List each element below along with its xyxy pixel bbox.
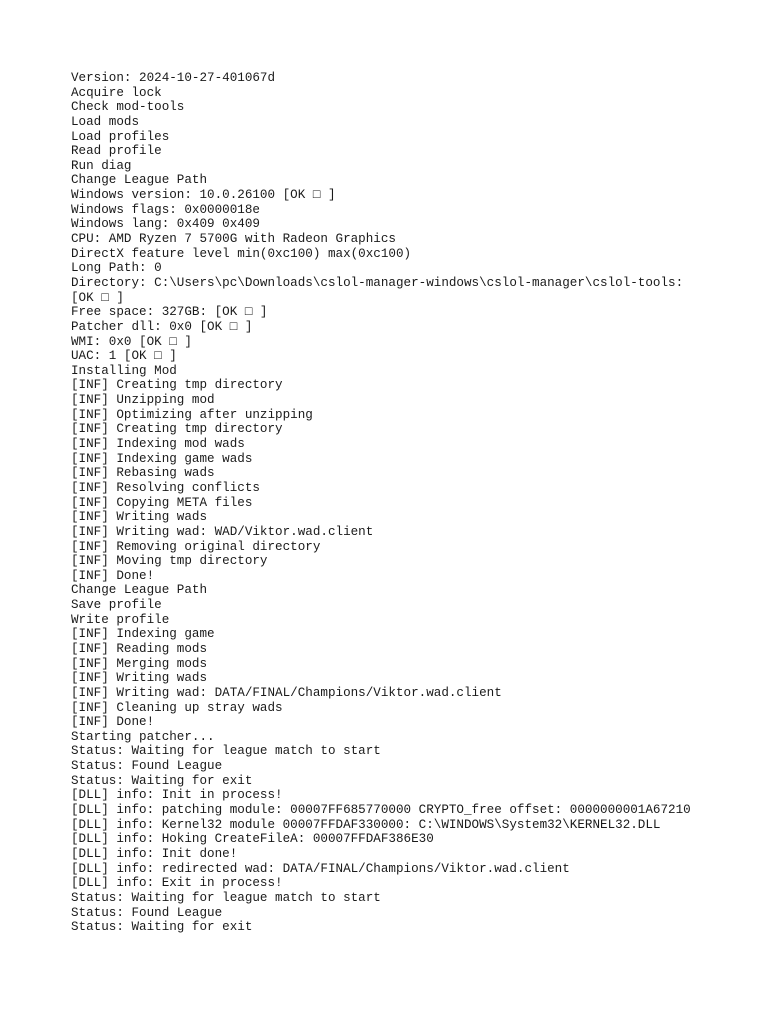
log-line: Windows version: 10.0.26100 [OK □ ]: [71, 188, 336, 203]
log-line: [DLL] info: Exit in process!: [71, 876, 283, 891]
log-line: Status: Waiting for exit: [71, 773, 253, 788]
log-line: Version: 2024-10-27-401067d: [71, 71, 276, 85]
log-line: [INF] Moving tmp directory: [71, 554, 268, 569]
log-line: [INF] Removing original directory: [71, 539, 321, 554]
log-line: Free space: 327GB: [OK □ ]: [71, 305, 268, 320]
log-line: [INF] Merging mods: [71, 656, 208, 671]
log-line: [INF] Writing wads: [71, 671, 208, 686]
log-line: [INF] Creating tmp directory: [71, 378, 283, 393]
log-line: Installing Mod: [71, 363, 177, 378]
log-line: [INF] Cleaning up stray wads: [71, 700, 283, 715]
log-line: [INF] Writing wads: [71, 510, 208, 525]
log-line: Change League Path: [71, 583, 208, 598]
log-output[interactable]: [71, 71, 761, 935]
log-line: Windows flags: 0x0000018e: [71, 202, 260, 217]
log-line: Status: Waiting for exit: [71, 920, 253, 935]
log-line: [DLL] info: patching module: 00007FF685770000 CRYPTO_free offset: 0000000001A67210: [71, 803, 691, 818]
log-line: [INF] Resolving conflicts: [71, 480, 260, 495]
log-line: [INF] Reading mods: [71, 641, 208, 656]
log-line: Long Path: 0: [71, 261, 162, 276]
log-line: UAC: 1 [OK □ ]: [71, 349, 177, 364]
log-line: Check mod-tools: [71, 100, 185, 115]
log-line: Windows lang: 0x409 0x409: [71, 217, 260, 232]
log-line: Acquire lock: [71, 85, 162, 100]
log-line: [INF] Indexing mod wads: [71, 437, 245, 452]
log-line: Status: Waiting for league match to start: [71, 744, 381, 759]
log-line: Run diag: [71, 158, 132, 173]
log-line: CPU: AMD Ryzen 7 5700G with Radeon Graphics: [71, 232, 396, 247]
log-line: [INF] Done!: [71, 568, 155, 583]
log-line: [INF] Unzipping mod: [71, 393, 215, 408]
log-line: [INF] Done!: [71, 715, 155, 730]
log-line: [INF] Writing wad: DATA/FINAL/Champions/Viktor.wad.client: [71, 685, 502, 700]
log-line: Starting patcher...: [71, 729, 215, 744]
log-line: [DLL] info: Kernel32 module 00007FFDAF330000: C:\WINDOWS\System32\KERNEL32.DLL: [71, 817, 661, 832]
log-line: WMI: 0x0 [OK □ ]: [71, 334, 192, 349]
log-line: [DLL] info: Hoking CreateFileA: 00007FFDAF386E30: [71, 832, 434, 847]
log-line: Read profile: [71, 144, 162, 159]
log-line: [INF] Copying META files: [71, 495, 253, 510]
log-line: Change League Path: [71, 173, 208, 188]
log-line: [INF] Rebasing wads: [71, 466, 215, 481]
log-line: [INF] Indexing game: [71, 627, 215, 642]
log-line: Load profiles: [71, 129, 170, 144]
log-line: [DLL] info: Init in process!: [71, 788, 283, 803]
log-line: [INF] Writing wad: WAD/Viktor.wad.client: [71, 524, 374, 539]
log-line: Load mods: [71, 114, 140, 129]
log-line: [INF] Optimizing after unzipping: [71, 407, 313, 422]
log-line: Save profile: [71, 598, 162, 613]
log-line: Directory: C:\Users\pc\Downloads\cslol-manager-windows\cslol-manager\cslol-tools:: [71, 275, 684, 290]
log-line: [INF] Indexing game wads: [71, 451, 253, 466]
log-line: Status: Found League: [71, 759, 223, 774]
log-line: Status: Waiting for league match to start: [71, 890, 381, 905]
log-line: [INF] Creating tmp directory: [71, 422, 283, 437]
log-line: [DLL] info: redirected wad: DATA/FINAL/Champions/Viktor.wad.client: [71, 861, 570, 876]
log-line: [DLL] info: Init done!: [71, 846, 238, 861]
log-line: Patcher dll: 0x0 [OK □ ]: [71, 319, 253, 334]
log-line: Status: Found League: [71, 905, 223, 920]
log-line: DirectX feature level min(0xc100) max(0xc100): [71, 246, 412, 261]
log-line: Write profile: [71, 612, 170, 627]
log-line: [OK □ ]: [71, 290, 124, 305]
